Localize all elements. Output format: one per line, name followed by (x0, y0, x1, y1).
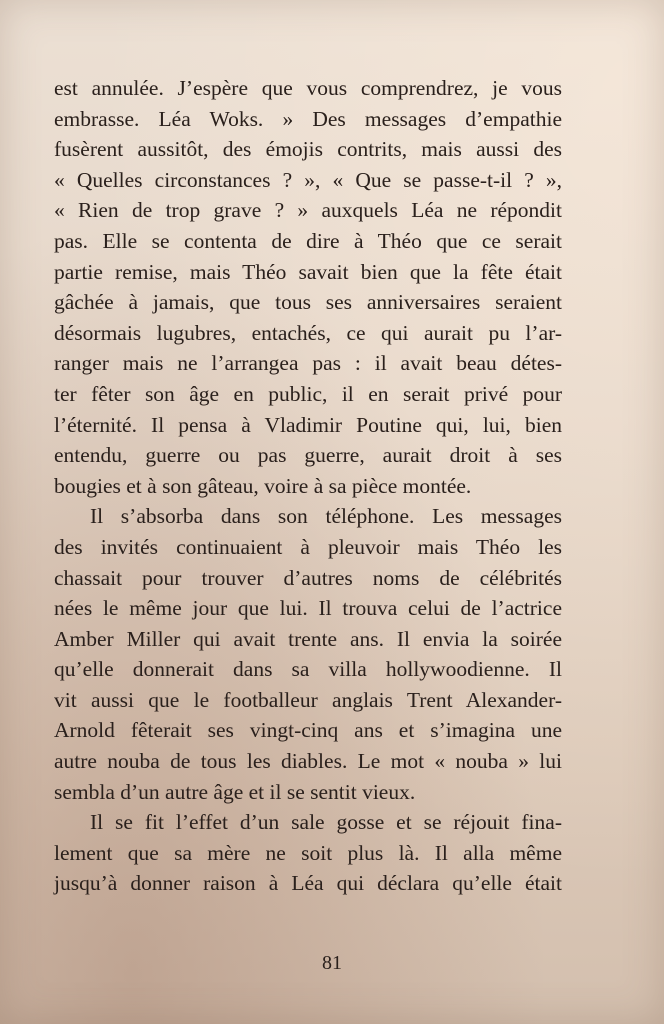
text-line: vit aussi que le footballeur anglais Trent Alexander- (54, 687, 562, 712)
text-line: sembla d’un autre âge et il se sentit vieux. (54, 779, 416, 804)
text-line: partie remise, mais Théo savait bien que la fête était (54, 259, 562, 284)
text-line: nées le même jour que lui. Il trouva celui de l’actrice (54, 596, 562, 621)
text-line: ter fêter son âge en public, il en serait privé pour (54, 381, 562, 406)
text-line: Amber Miller qui avait trente ans. Il envia la soirée (54, 626, 562, 651)
paragraph-3 (54, 807, 562, 899)
text-line: ranger mais ne l’arrangea pas : il avait beau détes- (54, 351, 562, 376)
text-line: entendu, guerre ou pas guerre, aurait droit à ses (54, 443, 562, 468)
text-line: chassait pour trouver d’autres noms de célébrités (54, 565, 562, 590)
text-line: « Rien de trop grave ? » auxquels Léa ne répondit (54, 198, 562, 223)
page-number: 81 (322, 952, 342, 974)
page-text (54, 73, 562, 899)
paragraph-1 (54, 73, 562, 501)
text-line: lement que sa mère ne soit plus là. Il alla même (54, 840, 562, 865)
text-line: bougies et à son gâteau, voire à sa pièce montée. (54, 473, 472, 498)
text-line: des invités continuaient à pleuvoir mais Théo les (54, 534, 562, 559)
text-line: autre nouba de tous les diables. Le mot « nouba » lui (54, 749, 562, 774)
text-line: désormais lugubres, entachés, ce qui aurait pu l’ar- (54, 320, 562, 345)
text-line: « Quelles circonstances ? », « Que se passe-t-il ? », (54, 167, 562, 192)
text-line: jusqu’à donner raison à Léa qui déclara qu’elle était (54, 871, 562, 896)
text-line: est annulée. J’espère que vous comprendrez, je vous (54, 76, 562, 100)
text-line: embrasse. Léa Woks. » Des messages d’empathie (54, 106, 562, 131)
text-line: pas. Elle se contenta de dire à Théo que ce serait (54, 228, 562, 253)
text-line: Il s’absorba dans son téléphone. Les messages (90, 504, 562, 529)
text-line: Il se fit l’effet d’un sale gosse et se réjouit fina- (90, 810, 562, 835)
text-line: qu’elle donnerait dans sa villa hollywoodienne. Il (54, 657, 562, 682)
text-line: l’éternité. Il pensa à Vladimir Poutine qui, lui, bien (54, 412, 562, 437)
text-line: Arnold fêterait ses vingt-cinq ans et s’imagina une (54, 718, 562, 743)
text-line: gâchée à jamais, que tous ses anniversaires seraient (54, 290, 562, 315)
text-line: fusèrent aussitôt, des émojis contrits, mais aussi des (54, 137, 562, 162)
paragraph-2 (54, 501, 562, 807)
